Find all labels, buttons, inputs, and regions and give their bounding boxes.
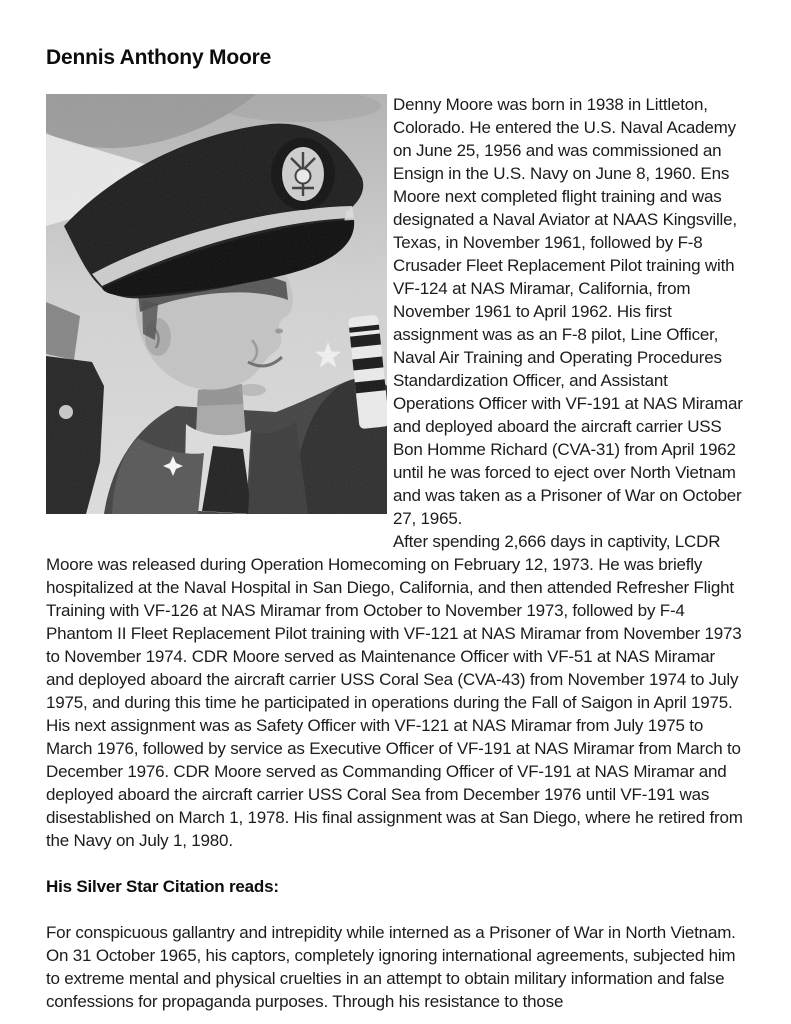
officer-portrait-photo [46,94,387,514]
bio-paragraph-1: Denny Moore was born in 1938 in Littleton, Colorado. He entered the U.S. Naval Academy on June 25, 1956 and was commissioned an Ensign in the U.S. Navy on June 8, 1960. Ens Moore next completed flight training and was designated a Naval Aviator at NAAS Kingsville, Texas, in November 1961, followed by F-8 Crusader Fleet Replacement Pilot training with VF-124 at NAS Miramar, California, from November 1961 to April 1962. His first assignment was as an F-8 pilot, Line Officer, Naval Air Training and Operating Procedures Standardization Officer, and Assistant Operations Officer with VF-191 at NAS Miramar and deployed aboard the aircraft carrier USS Bon Homme Richard (CVA-31) from April 1962 until he was forced to eject over North Vietnam and was taken as a Prisoner of War on October 27, 1965. [393,95,743,528]
portrait-illustration [46,94,387,514]
page-title: Dennis Anthony Moore [46,46,272,69]
citation-paragraph: For conspicuous gallantry and intrepidity while interned as a Prisoner of War in North Vietnam. On 31 October 1965, his captors, completely ignoring international agreements, subjected him to extreme mental and physical cruelties in an attempt to obtain military information and false confessions for propaganda purposes. Through his resistance to those [46,923,736,1011]
citation-heading: His Silver Star Citation reads: [46,877,279,896]
bio-paragraph-2: After spending 2,666 days in captivity, LCDR Moore was released during Operation Homecoming on February 12, 1973. He was briefly hospitalized at the Naval Hospital in San Diego, California, and then attended Refresher Flight Training with VF-126 at NAS Miramar from October to November 1973, followed by F-4 Phantom II Fleet Replacement Pilot training with VF-121 at NAS Miramar from November 1973 to November 1974. CDR Moore served as Maintenance Officer with VF-51 at NAS Miramar and deployed aboard the aircraft carrier USS Coral Sea (CVA-43) from November 1974 to July 1975, and during this time he participated in operations during the Fall of Saigon in April 1975. His next assignment was as Safety Officer with VF-121 at NAS Miramar from July 1975 to March 1976, followed by service as Executive Officer of VF-191 at NAS Miramar from March to December 1976. CDR Moore served as Commanding Officer of VF-191 at NAS Miramar and deployed aboard the aircraft carrier USS Coral Sea from December 1976 until VF-191 was disestablished on March 1, 1978. His final assignment was at San Diego, where he retired from the Navy on July 1, 1980. [46,532,743,850]
photo-grain-overlay [46,94,387,514]
